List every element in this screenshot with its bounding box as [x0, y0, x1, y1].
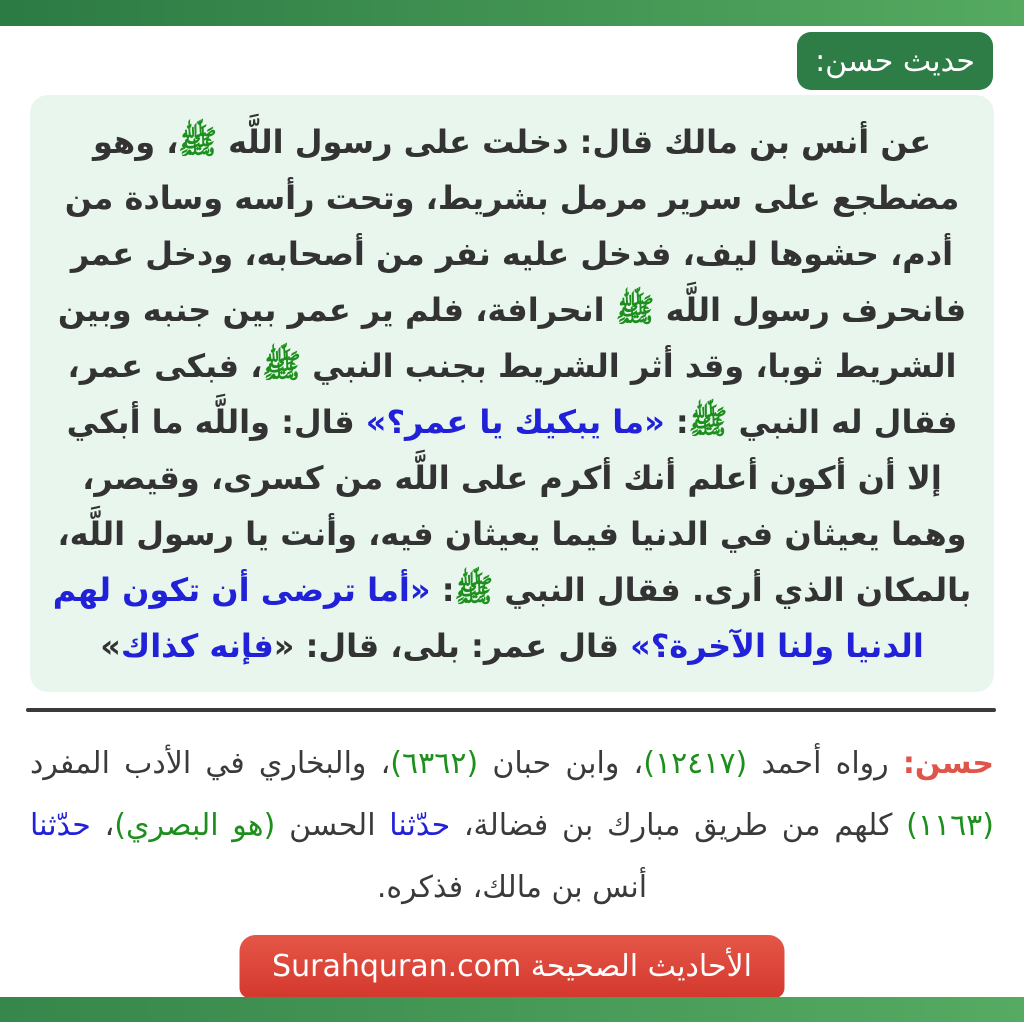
hadith-narration-text: ، وهو مضطجع على سرير مرمل بشريط، وتحت رأسه وسادة من أدم، حشوها ليف، فدخل عليه نفر من أصحابه، ودخل عمر فانحرف رسول اللَّه [64, 122, 967, 329]
takhrij-text: أنس بن مالك، فذكره. [376, 870, 648, 905]
hadith-text [52, 114, 972, 674]
takhrij-text: الحسن [275, 808, 390, 843]
takhrij-text: ، وابن حبان [478, 746, 644, 781]
bottom-gradient-bar [0, 997, 1024, 1022]
hadith-narration-text: قال عمر: بلى، قال: « [273, 626, 631, 665]
prophet-quote: «ما يبكيك يا عمر؟» [365, 402, 665, 441]
hadith-number: (٦٣٦٢) [390, 746, 479, 781]
hadith-number: (١٢٤١٧) [643, 746, 748, 781]
takhrij-text: كلهم من طريق مبارك بن فضالة، [450, 808, 907, 843]
site-banner [240, 935, 785, 998]
hadith-narration-text: قال: واللَّه ما أبكي إلا أن أكون أعلم أنك أكرم على اللَّه من كسرى، وقيصر، وهما يعيثان في الدنيا فيما يعيثان فيه، وأنت يا رسول اللَّه، بالمكان الذي أرى. فقال النبي [57, 402, 972, 609]
site-banner-label: الأحاديث الصحيحة Surahquran.com [272, 949, 752, 984]
prophet-quote: فإنه كذاك [120, 626, 274, 665]
hadith-narration-text: ، فبكى عمر، فقال له النبي [67, 346, 958, 441]
saws-honorific: ﷺ [615, 290, 655, 329]
divider-line [26, 708, 996, 712]
grade-badge-label: حديث حسن: [815, 43, 975, 79]
grade-word: حسن: [902, 746, 995, 781]
prophet-quote: «أما ترضى أن تكون لهم الدنيا ولنا الآخرة؟» [52, 570, 924, 665]
hadith-card [30, 95, 994, 692]
takhrij-text: ، والبخاري في الأدب المفرد [30, 746, 391, 781]
hadith-narration-text: انحرافة، فلم ير عمر بين جنبه وبين الشريط ثوبا، وقد أثر الشريط بجنب النبي [57, 290, 957, 385]
saws-honorific: ﷺ [262, 346, 302, 385]
isnad-term: حدّثنا [30, 808, 91, 843]
isnad-term: حدّثنا [389, 808, 451, 843]
takhrij-text [30, 733, 994, 919]
hadith-narration-text: : [430, 570, 455, 609]
grade-badge [797, 32, 993, 90]
saws-honorific: ﷺ [454, 570, 494, 609]
hadith-narration-text: عن أنس بن مالك قال: دخلت على رسول اللَّه [217, 122, 932, 161]
saws-honorific: ﷺ [178, 122, 218, 161]
hadith-narration-text: » [100, 626, 121, 665]
saws-honorific: ﷺ [688, 402, 728, 441]
top-gradient-bar [0, 0, 1024, 26]
takhrij-text: رواه أحمد [747, 746, 903, 781]
narrator-note: (هو البصري) [114, 808, 276, 843]
hadith-number: (١١٦٣) [906, 808, 995, 843]
takhrij-text: ، [90, 808, 115, 843]
hadith-narration-text: : [664, 402, 689, 441]
